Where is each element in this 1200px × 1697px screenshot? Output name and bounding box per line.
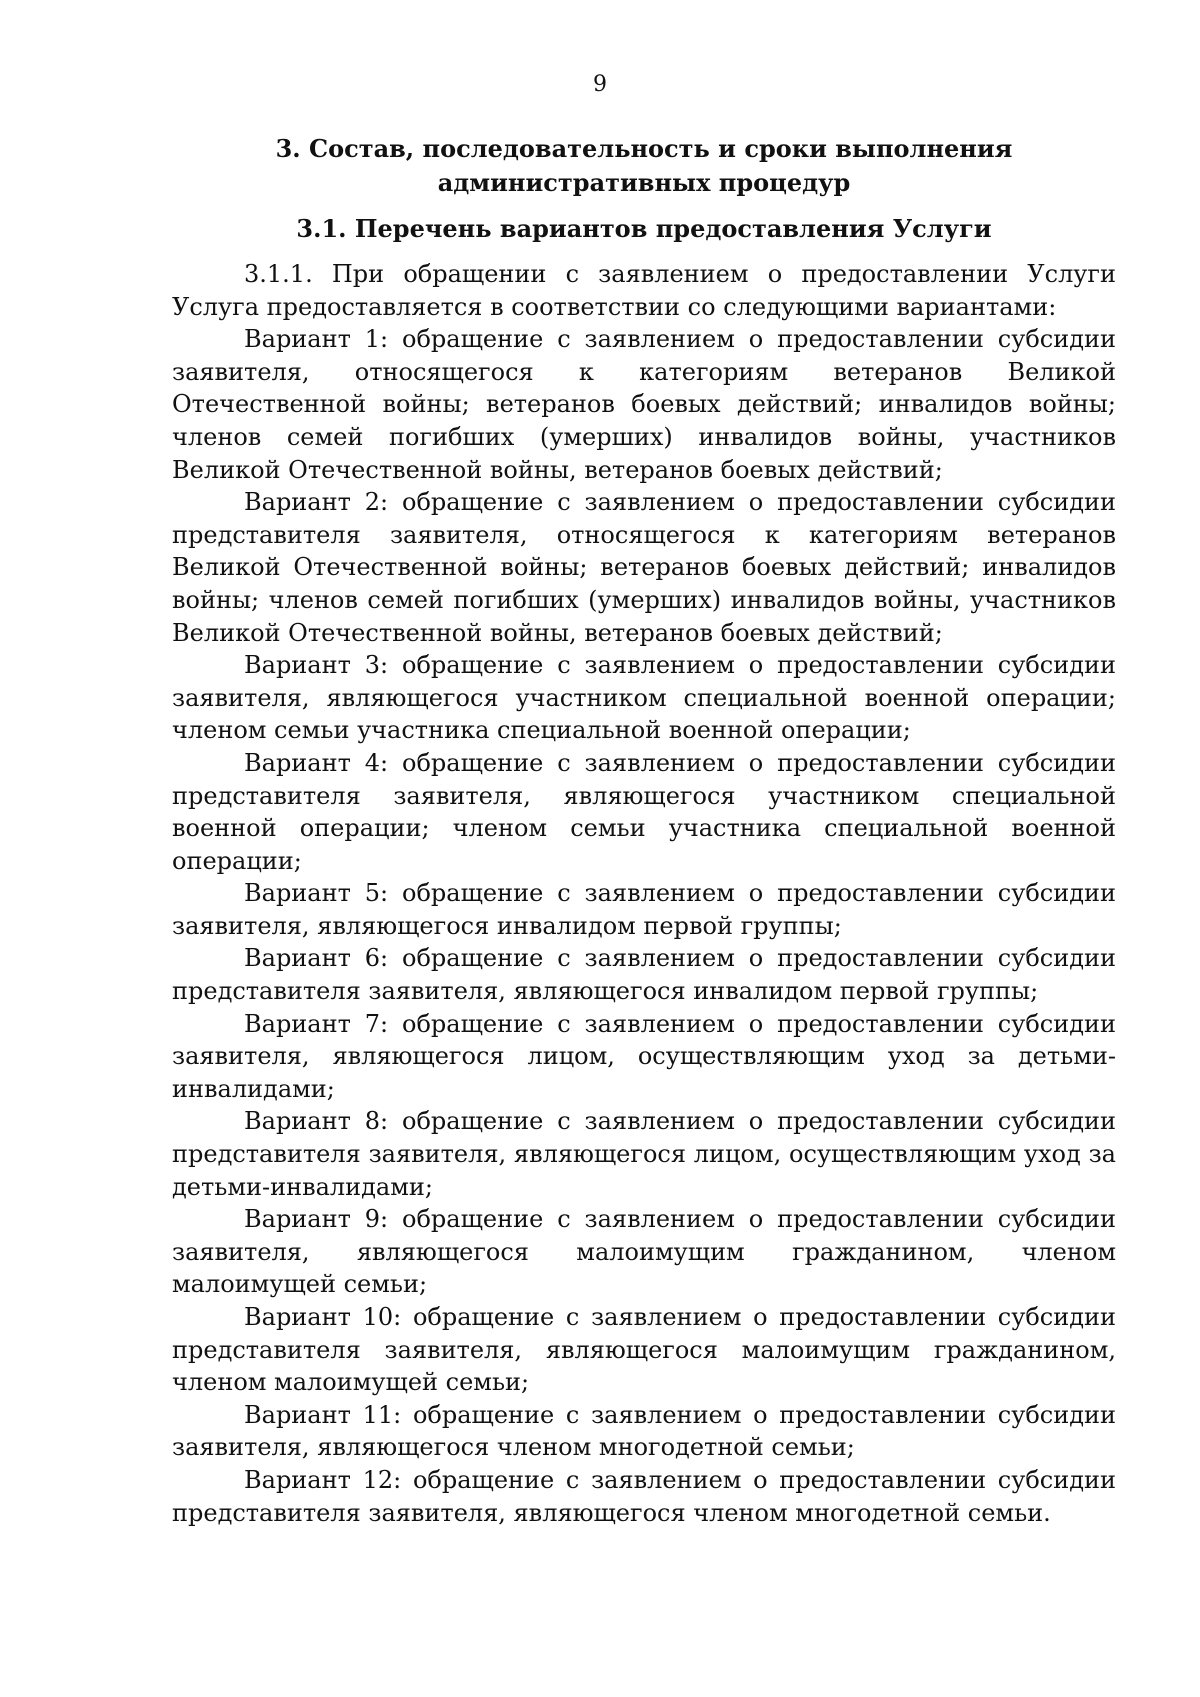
variant-4-label: Вариант 4: — [244, 748, 389, 777]
variant-10-paragraph — [172, 1301, 1116, 1399]
page-number: 9 — [593, 72, 607, 97]
variant-7-paragraph — [172, 1008, 1116, 1106]
variant-3-paragraph — [172, 649, 1116, 747]
variant-12-text: обращение с заявлением о предоставлении субсидии представителя заявителя, являющегося членом многодетной семьи. — [172, 1465, 1116, 1527]
variant-11-text: обращение с заявлением о предоставлении субсидии заявителя, являющегося членом многодетной семьи; — [172, 1400, 1116, 1462]
variant-1-paragraph — [172, 323, 1116, 486]
variant-10-text: обращение с заявлением о предоставлении субсидии представителя заявителя, являющегося малоимущим гражданином, членом малоимущей семьи; — [172, 1303, 1116, 1397]
section-title: 3. Состав, последовательность и сроки выполнения административных процедур — [275, 134, 1013, 197]
variant-5-paragraph — [172, 877, 1116, 942]
intro-paragraph: 3.1.1. При обращении с заявлением о предоставлении Услуги Услуга предоставляется в соответствии со следующими вариантами: — [172, 260, 1116, 321]
variant-7-text: обращение с заявлением о предоставлении субсидии заявителя, являющегося лицом, осуществляющим уход за детьми-инвалидами; — [172, 1009, 1116, 1103]
variant-9-label: Вариант 9: — [244, 1205, 389, 1234]
variant-8-text: обращение с заявлением о предоставлении субсидии представителя заявителя, являющегося лицом, осуществляющим уход за детьми-инвалидами; — [172, 1107, 1116, 1201]
page-content — [172, 132, 1116, 1529]
variant-5-label: Вариант 5: — [244, 879, 389, 908]
variant-2-label: Вариант 2: — [244, 488, 389, 517]
variant-6-label: Вариант 6: — [244, 944, 389, 973]
variant-8-paragraph — [172, 1105, 1116, 1203]
variant-4-paragraph — [172, 747, 1116, 877]
variant-4-text: обращение с заявлением о предоставлении субсидии представителя заявителя, являющегося участником специальной военной операции; членом семьи участника специальной военной операции; — [172, 748, 1116, 875]
variant-6-paragraph — [172, 942, 1116, 1007]
variant-12-label: Вариант 12: — [244, 1465, 402, 1494]
variant-5-text: обращение с заявлением о предоставлении субсидии заявителя, являющегося инвалидом первой группы; — [172, 879, 1116, 940]
variant-11-label: Вариант 11: — [244, 1400, 402, 1429]
variant-12-paragraph — [172, 1464, 1116, 1529]
variant-10-label: Вариант 10: — [244, 1303, 402, 1331]
variant-9-paragraph — [172, 1203, 1116, 1301]
subsection-title: 3.1. Перечень вариантов предоставления Услуги — [296, 214, 992, 243]
variant-8-label: Вариант 8: — [244, 1107, 389, 1136]
variant-1-label: Вариант 1: — [244, 325, 389, 354]
variant-2-text: обращение с заявлением о предоставлении субсидии представителя заявителя, относящегося к категориям ветеранов Великой Отечественной войны; ветеранов боевых действий; инвалидов войны; членов семей погибших (умерших) инвалидов войны, участников Великой Отечественной войны, ветеранов боевых действий; — [172, 488, 1116, 647]
variant-9-text: обращение с заявлением о предоставлении субсидии заявителя, являющегося малоимущим гражданином, членом малоимущей семьи; — [172, 1205, 1116, 1299]
variant-7-label: Вариант 7: — [244, 1009, 389, 1038]
variant-1-text: обращение с заявлением о предоставлении субсидии заявителя, относящегося к категориям ветеранов Великой Отечественной войны; ветеранов боевых действий; инвалидов войны; членов семей погибших (умерших) инвалидов войны, участников Великой Отечественной войны, ветеранов боевых действий; — [172, 325, 1116, 484]
variant-2-paragraph — [172, 486, 1116, 649]
variant-3-label: Вариант 3: — [244, 651, 389, 680]
variant-11-paragraph — [172, 1399, 1116, 1464]
variant-6-text: обращение с заявлением о предоставлении субсидии представителя заявителя, являющегося инвалидом первой группы; — [172, 944, 1116, 1006]
variant-3-text: обращение с заявлением о предоставлении субсидии заявителя, являющегося участником специальной военной операции; членом семьи участника специальной военной операции; — [172, 651, 1116, 745]
